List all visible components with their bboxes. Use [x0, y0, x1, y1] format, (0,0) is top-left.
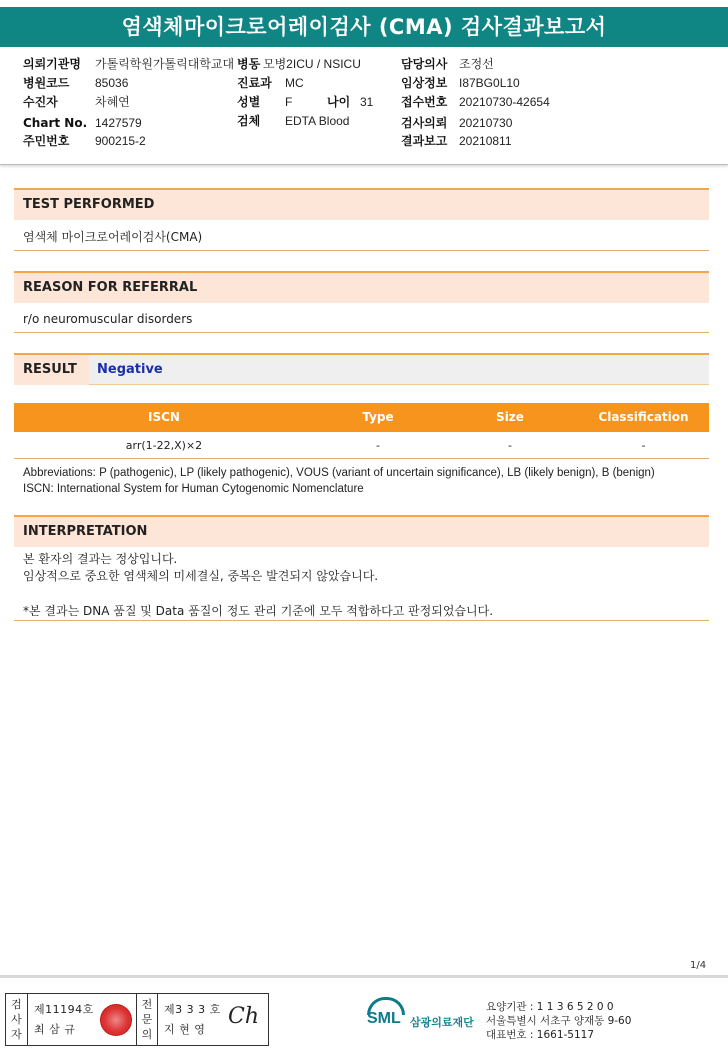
institution-value: 가톨릭학원가톨릭대학교대 [95, 57, 235, 71]
cell-iscn: arr(1-22,X)×2 [125, 439, 203, 452]
report-date-label: 결과보고 [401, 134, 448, 148]
tester-vertical-label [6, 994, 28, 1045]
reason-title: REASON FOR REFERRAL [23, 280, 198, 295]
department-value: MC [285, 76, 304, 90]
report-date-value: 20210811 [459, 134, 512, 148]
clinical-info-label: 임상정보 [401, 76, 448, 90]
table-row [14, 432, 709, 459]
interpretation-line-1: 본 환자의 결과는 정상입니다. [23, 552, 178, 566]
doctor-label: 담당의사 [401, 57, 448, 71]
cell-classification: - [641, 439, 646, 452]
seal-icon [100, 1004, 132, 1036]
accession-value: 20210730-42654 [459, 95, 550, 109]
iscn-note: ISCN: International System for Human Cytogenomic Nomenclature [23, 483, 364, 495]
doctor-vertical-char: 문 [141, 1013, 153, 1026]
doctor-value: 조정선 [459, 57, 494, 71]
tester-name: 최 삼 규 [34, 1023, 76, 1036]
accession-label: 접수번호 [401, 95, 448, 109]
ward-value: 모병2ICU / NSICU [263, 57, 361, 71]
department-label: 진료과 [237, 76, 272, 90]
doctor-vertical-label [136, 994, 158, 1045]
report-title: 염색체마이크로어레이검사 (CMA) 검사결과보고서 [121, 15, 607, 39]
recipient-label: 수진자 [23, 95, 58, 109]
col-iscn: ISCN [148, 410, 180, 424]
interpretation-line-3: *본 결과는 DNA 품질 및 Data 품질이 정도 관리 기준에 모두 적합하다고 판정되었습니다. [23, 604, 494, 618]
clinical-info-value: I87BG0L10 [459, 76, 520, 90]
hospital-code-value: 85036 [95, 76, 129, 90]
tester-vertical-char: 검 [11, 998, 22, 1011]
sex-label: 성별 [237, 95, 261, 109]
hospital-code-label: 병원코드 [23, 76, 70, 90]
chart-value: 1427579 [95, 116, 142, 130]
test-performed-header [14, 188, 709, 220]
agency-number: 요양기관 : 1 1 3 6 5 2 0 0 [486, 1001, 614, 1013]
patient-info [0, 47, 728, 165]
recipient-value: 차혜연 [95, 95, 130, 109]
signature: Ch [228, 1004, 260, 1029]
org-name: 삼광의료재단 [410, 1016, 474, 1029]
sex-value: F [285, 95, 293, 109]
age-value: 31 [360, 95, 374, 109]
interpretation-title: INTERPRETATION [23, 524, 148, 539]
test-performed-text: 염색체 마이크로어레이검사(CMA) [23, 230, 203, 244]
cell-size: - [508, 439, 512, 452]
footer-divider [0, 975, 728, 978]
doctor-license: 제3 3 3 호 [164, 1003, 221, 1016]
doctor-vertical-char: 의 [141, 1028, 153, 1041]
title-bar [0, 7, 728, 47]
doctor-vertical-char: 전 [141, 998, 153, 1011]
cell-type: - [376, 439, 380, 452]
age-label: 나이 [327, 95, 351, 109]
result-label: RESULT [14, 355, 89, 385]
variant-table-header [14, 403, 709, 432]
abbreviations-text: Abbreviations: P (pathogenic), LP (likely pathogenic), VOUS (variant of uncertain significance), LB (likely benign), B (benign) [23, 467, 655, 479]
tester-vertical-char: 사 [11, 1013, 22, 1026]
col-type: Type [362, 410, 394, 424]
col-size: Size [496, 410, 524, 424]
tester-license: 제11194호 [34, 1003, 94, 1016]
ward-label: 병동 [237, 57, 261, 71]
result-value: Negative [97, 362, 163, 377]
specimen-value: EDTA Blood [285, 114, 350, 128]
col-classification: Classification [598, 410, 689, 424]
signature-block [5, 993, 269, 1046]
page-number: 1/4 [690, 960, 707, 971]
test-performed-title: TEST PERFORMED [23, 197, 155, 212]
reason-body [14, 303, 709, 333]
test-performed-body [14, 220, 709, 251]
interpretation-body [14, 547, 709, 621]
request-label: 검사의뢰 [401, 116, 448, 130]
org-phone: 대표번호 : 1661-5117 [486, 1029, 595, 1041]
chart-label: Chart No. [23, 116, 88, 130]
interpretation-line-2: 임상적으로 중요한 염색체의 미세결실, 중복은 발견되지 않았습니다. [23, 569, 379, 583]
org-address: 서울특별시 서초구 양재동 9-60 [486, 1015, 632, 1027]
resident-label: 주민번호 [23, 134, 70, 148]
sml-logo-text: SML [367, 1010, 401, 1027]
interpretation-header [14, 515, 709, 547]
doctor-name: 지 현 영 [164, 1023, 206, 1036]
specimen-label: 검체 [237, 114, 261, 128]
result-row [14, 353, 709, 385]
tester-vertical-char: 자 [11, 1028, 22, 1041]
institution-label: 의뢰기관명 [23, 57, 81, 71]
reason-header [14, 271, 709, 303]
request-value: 20210730 [459, 116, 513, 130]
resident-value: 900215-2 [95, 134, 146, 148]
reason-text: r/o neuromuscular disorders [23, 312, 193, 326]
